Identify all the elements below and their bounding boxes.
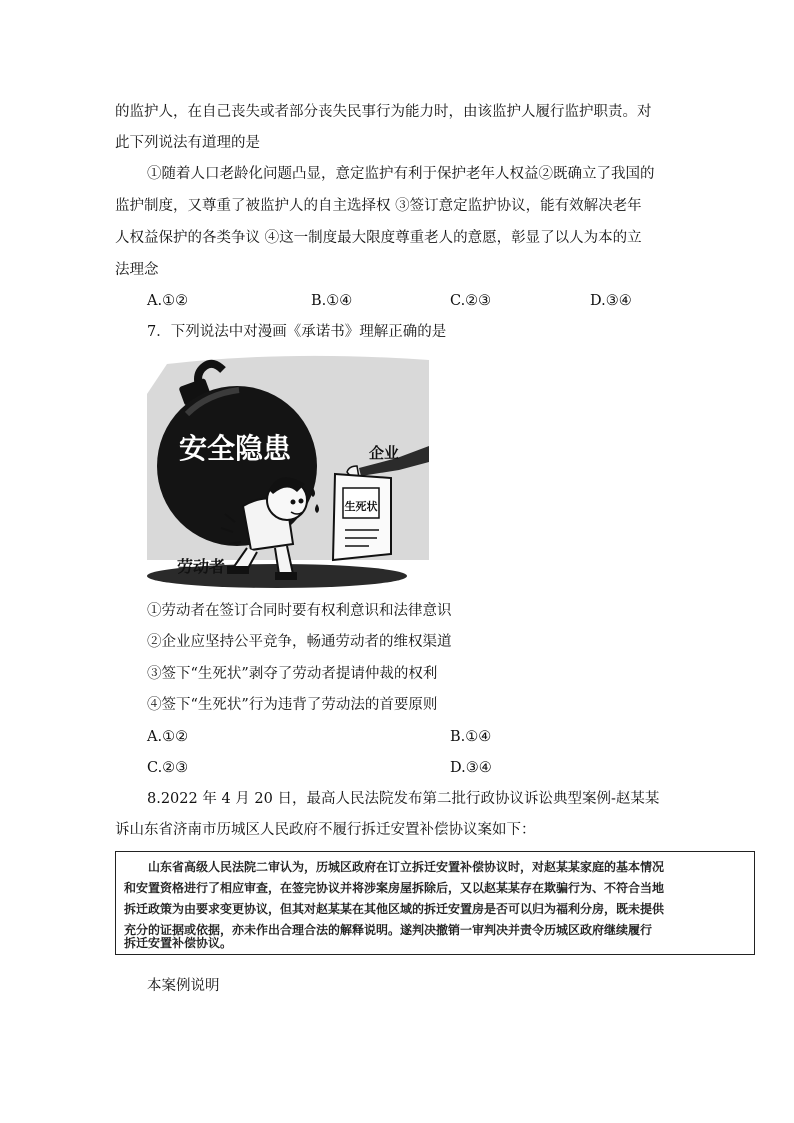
q6-statement-line-4: 法理念 — [115, 262, 159, 278]
q8-tail: 本案例说明 — [147, 978, 220, 994]
q8-question-line-2: 诉山东省济南市历城区人民政府不履行拆迁安置补偿协议案如下： — [115, 822, 536, 838]
q7-statement-3: ③签下“生死状”剥夺了劳动者提请仲裁的权利 — [147, 666, 438, 682]
contract-label: 生死状 — [344, 500, 378, 513]
cartoon-promise-letter — [147, 354, 429, 590]
q7-option-c: C.②③ — [147, 760, 189, 776]
case-excerpt-line-5: 拆迁安置补偿协议。 — [124, 936, 233, 950]
q6-statement-line-1: ①随着人口老龄化问题凸显，意定监护有利于保护老年人权益②既确立了我国的 — [147, 166, 655, 182]
q7-statement-2: ②企业应坚持公平竞争，畅通劳动者的维权渠道 — [147, 634, 452, 650]
company-label: 企业 — [369, 444, 400, 462]
q7-question: 7．下列说法中对漫画《承诺书》理解正确的是 — [147, 324, 447, 340]
q7-statement-1: ①劳动者在签订合同时要有权利意识和法律意识 — [147, 603, 452, 619]
q6-text-line-2: 此下列说法有道理的是 — [115, 135, 260, 151]
case-excerpt-line-4: 充分的证据或依据，亦未作出合理合法的解释说明。遂判决撤销一审判决并责令历城区政府继续履行 — [124, 923, 653, 937]
case-excerpt-line-3: 拆迁政策为由要求变更协议，但其对赵某某在其他区域的拆迁安置房是否可以归为福利分房，既未提供 — [124, 902, 665, 916]
q6-text-line-1: 的监护人，在自己丧失或者部分丧失民事行为能力时，由该监护人履行监护职责。对 — [115, 104, 652, 120]
q6-option-c: C.②③ — [450, 293, 492, 309]
q6-option-b: B.①④ — [311, 293, 353, 309]
q6-option-a: A.①② — [147, 293, 189, 309]
q7-statement-4: ④签下“生死状”行为违背了劳动法的首要原则 — [147, 697, 438, 713]
q8-question-line-1: 8.2022 年 4 月 20 日，最高人民法院发布第二批行政协议诉讼典型案例-赵某某 — [147, 791, 660, 807]
q7-option-b: B.①④ — [450, 729, 492, 745]
worker-label: 劳动者 — [177, 557, 226, 576]
q7-option-d: D.③④ — [450, 760, 492, 776]
cartoon-illustration — [147, 354, 429, 590]
q7-option-a: A.①② — [147, 729, 189, 745]
bomb-icon — [157, 386, 317, 546]
q6-statement-line-2: 监护制度，又尊重了被监护人的自主选择权 ③签订意定监护协议，能有效解决老年 — [115, 198, 642, 214]
case-excerpt-line-1: 山东省高级人民法院二审认为，历城区政府在订立拆迁安置补偿协议时，对赵某某家庭的基本情况 — [148, 860, 665, 874]
q6-statement-line-3: 人权益保护的各类争议 ④这一制度最大限度尊重老人的意愿，彰显了以人为本的立 — [115, 230, 642, 246]
bomb-label: 安全隐患 — [178, 432, 292, 465]
case-excerpt-line-2: 和安置资格进行了相应审查，在签完协议并将涉案房屋拆除后，又以赵某某存在欺骗行为、不符合当地 — [124, 881, 665, 895]
q6-option-d: D.③④ — [590, 293, 632, 309]
